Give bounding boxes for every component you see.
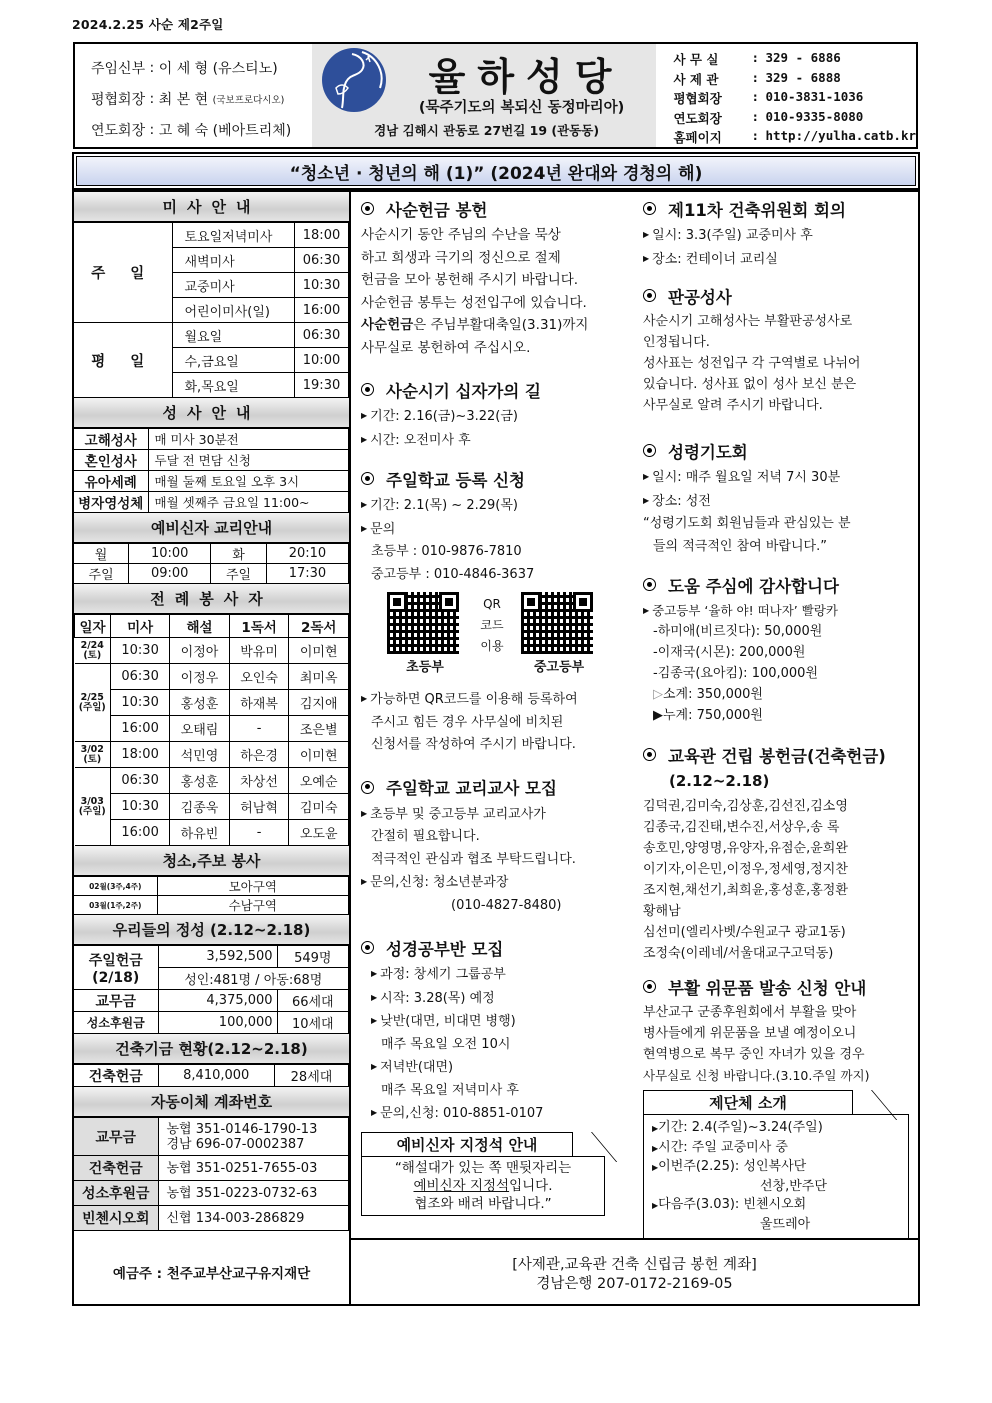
mass-name: 교중미사 <box>172 273 295 298</box>
reserved-seats-box <box>361 1132 605 1216</box>
cell: 김종욱 <box>170 794 230 820</box>
account-number: 농협 351-0251-7655-03 <box>158 1156 349 1181</box>
text-line: 병사들에게 위문품을 보낼 예정이오니 <box>643 1026 857 1041</box>
reserved-seats-title: 예비신자 지정석 안내 <box>361 1132 573 1156</box>
weekday-label: 평 일 <box>74 323 172 398</box>
contact-line: 중고등부 : 010-4846-3637 <box>371 566 535 582</box>
theme-banner <box>72 152 920 190</box>
cell: 10:30 <box>111 794 170 820</box>
cell: 홍성훈 <box>170 690 230 716</box>
donor: -김종국(요아킴): 100,000원 <box>653 666 819 681</box>
cell: 석민영 <box>170 742 230 768</box>
council-baptismal-name: (국보프로다시오) <box>212 94 285 106</box>
cell: 화 <box>211 544 267 564</box>
text-line: 현역병으로 복무 중인 자녀가 있을 경우 <box>643 1047 865 1062</box>
cell: 조은별 <box>289 716 349 742</box>
sacrament-name: 혼인성사 <box>74 450 148 471</box>
catechumen-table <box>74 543 349 584</box>
col-header: 해설 <box>170 615 230 638</box>
phone: (010-4827-8480) <box>451 897 562 913</box>
stations-heading: 사순시기 십자가의 길 <box>361 377 637 402</box>
account-type: 빈첸시오회 <box>74 1206 158 1231</box>
lent-offering-heading: 사순헌금 봉헌 <box>361 196 637 221</box>
offering-type: 교무금 <box>74 990 158 1012</box>
text-line: 매주 목요일 저녁미사 후 <box>381 1082 519 1098</box>
parish-title-block <box>312 44 656 147</box>
text-line: 매주 목요일 오전 10시 <box>381 1036 511 1052</box>
list-item: ▶ 저녁반(대면) <box>371 1060 454 1075</box>
count: 549명 <box>277 946 348 968</box>
contact-office: 사 무 실 : 329 - 6886 <box>673 50 916 70</box>
cell: 하재복 <box>229 690 289 716</box>
contact-label: 사 제 관 <box>673 71 719 87</box>
mass-time: 10:00 <box>295 348 349 373</box>
committee-heading: 제11차 건축위원회 회의 <box>643 196 918 221</box>
confession-heading: 판공성사 <box>643 283 918 308</box>
prayer-meeting-heading: 성령기도회 <box>643 438 918 463</box>
middle-column <box>351 192 637 1238</box>
cell: - <box>229 716 289 742</box>
list-item: ▶ 시간: 오전미사 후 <box>361 432 471 448</box>
text-line: 사무실로 알려 주시기 바랍니다. <box>643 398 823 413</box>
text-line: 하고 희생과 극기의 정신으로 절제 <box>361 249 561 266</box>
cell: 06:30 <box>111 664 170 690</box>
sunday-offering-label: 주일헌금 (2/18) <box>74 946 158 990</box>
contact-line: 초등부 : 010-9876-7810 <box>371 544 522 559</box>
altar-groups-box <box>643 1090 909 1239</box>
council-name: 최 본 현 <box>158 91 209 108</box>
prayer-label: 연도회장 <box>91 122 146 139</box>
mass-name: 월요일 <box>172 323 295 348</box>
text-line: 인정됩니다. <box>643 335 710 350</box>
sacraments-table <box>74 428 349 513</box>
list-item: ▶ 문의 <box>361 521 396 537</box>
text-line: 신청서를 작성하여 주시기 바랍니다. <box>371 737 576 752</box>
table-row <box>75 664 349 690</box>
date-cell: 2/24 (토) <box>75 638 111 664</box>
amount: 4,375,000 <box>158 990 277 1012</box>
contact-value: 329 - 6888 <box>765 69 841 85</box>
mass-name: 새벽미사 <box>172 248 295 273</box>
offering-type: 성소후원금 <box>74 1012 158 1034</box>
bullet-icon <box>643 748 656 761</box>
main-content <box>72 190 920 1306</box>
mass-name: 화,목요일 <box>172 373 295 398</box>
building-account-title: [사제관,교육관 건축 신립금 봉헌 계좌] <box>512 1257 757 1273</box>
text-line: 헌금을 모아 봉헌해 주시기 바랍니다. <box>361 272 579 288</box>
cell: 16:00 <box>111 716 170 742</box>
right-column <box>637 192 918 1238</box>
donor-names: 송호민,양영명,유양자,유점순,윤희완 <box>643 841 848 856</box>
education-fund-heading: 교육관 건립 봉헌금(건축헌금) <box>643 742 918 767</box>
bullet-icon <box>643 202 656 215</box>
sacrament-name: 유아세례 <box>74 471 148 492</box>
cell: 오태림 <box>170 716 230 742</box>
table-row <box>75 768 349 794</box>
text-line: 들의 적극적인 참여 바랍니다.” <box>653 538 827 554</box>
cell: 10:00 <box>129 544 211 564</box>
account-type: 성소후원금 <box>74 1181 158 1206</box>
parish-address: 경남 김해시 관동로 27번길 19 (관동동) <box>374 123 600 138</box>
count: 28세대 <box>274 1065 348 1087</box>
bullet-icon <box>361 202 374 215</box>
account-type: 건축헌금 <box>74 1156 158 1181</box>
contact-prayer: 연도회장 : 010-9335-8080 <box>673 109 916 129</box>
account-type: 교무금 <box>74 1118 158 1156</box>
cell: 차상선 <box>229 768 289 794</box>
list-item: ▶ 장소: 컨테이너 교리실 <box>643 251 778 267</box>
account-number: 농협 351-0223-0732-63 <box>158 1181 349 1206</box>
bullet-icon <box>361 383 374 396</box>
cell: 박유미 <box>229 638 289 664</box>
theme-title: “청소년 · 청년의 해 (1)” (2024년 완대와 경청의 해) <box>76 156 916 186</box>
mass-name: 토요일저녁미사 <box>172 223 295 248</box>
bullet-icon <box>643 444 656 457</box>
text-line: 간절히 필요합니다. <box>371 829 480 844</box>
attendance-breakdown: 성인:481명 / 아동:68명 <box>158 968 349 990</box>
building-fund-table <box>74 1064 349 1087</box>
homepage-link[interactable]: http://yulha.catb.kr <box>765 128 916 143</box>
cell: 이미현 <box>289 742 349 768</box>
contact-label: 홈페이지 <box>673 130 722 145</box>
offerings-table <box>74 945 349 1034</box>
offering-type: 건축헌금 <box>74 1065 158 1087</box>
parish-logo-icon <box>322 48 386 112</box>
contact-value: 329 - 6886 <box>765 50 841 65</box>
donor-names: 김덕권,김미숙,김상훈,김선진,김소영 <box>643 799 848 814</box>
date-cell: 2/25 (주일) <box>75 664 111 742</box>
table-row <box>75 794 349 820</box>
cleaning-heading: 청소,주보 봉사 <box>74 846 349 876</box>
bullet-icon <box>643 980 656 993</box>
altar-groups-body: ▶기간: 2.4(주일)~3.24(주일) ▶시간: 주일 교중미사 중 ▶이번주(2.25): 성인복사단 선창,반주단 ▶다음주(3.03): 빈첸시오회 울뜨레아 <box>643 1114 909 1239</box>
list-item: ▶ 일시: 3.3(주일) 교중미사 후 <box>643 228 813 243</box>
teachers-heading: 주일학교 교리교사 모집 <box>361 775 637 800</box>
text-line: 적극적인 관심과 협조 부탁드립니다. <box>371 851 576 867</box>
total: ▶누계: 750,000원 <box>653 708 763 723</box>
count: 10세대 <box>277 1012 348 1034</box>
contact-label: 연도회장 <box>673 110 722 126</box>
donor-names: 김종국,김진태,변수진,서상우,송 록 <box>643 820 840 835</box>
depositor: 예금주 : 천주교부산교구유지재단 <box>112 1265 311 1282</box>
donor: -하미애(비르짓다): 50,000원 <box>653 624 823 639</box>
cell: 월 <box>74 544 129 564</box>
bullet-icon <box>361 472 374 485</box>
council-label: 평협회장 <box>91 91 146 108</box>
sacrament-info: 매월 셋째주 금요일 11:00~ <box>148 492 349 513</box>
table-row <box>75 690 349 716</box>
list-item: ▶이번주(2.25): 성인복사단 <box>652 1159 807 1174</box>
text-line: 있습니다. 성사표 없이 성사 보신 분은 <box>643 377 857 392</box>
cell: 김미숙 <box>289 794 349 820</box>
pastor-baptismal-name: (유스티노) <box>212 60 278 77</box>
council-president-row: 평협회장 : 최 본 현 (국보프로다시오) <box>91 90 285 108</box>
cell: 최미옥 <box>289 664 349 690</box>
qr-label: 초등부 <box>406 660 444 675</box>
date-cell: 3/03 (주일) <box>75 768 111 846</box>
cell: 하은경 <box>229 742 289 768</box>
autopay-table <box>74 1117 349 1231</box>
cell: 오예순 <box>289 768 349 794</box>
pastor-name: 이 세 형 <box>158 60 209 77</box>
mass-name: 어린이미사(일) <box>172 298 295 323</box>
list-item: ▶ 일시: 매주 월요일 저녁 7시 30분 <box>643 470 841 485</box>
text-line: 사순헌금은 주님부활대축일(3.31)까지 <box>361 317 589 333</box>
sunday-school-heading: 주일학교 등록 신청 <box>361 466 637 491</box>
cell: 20:10 <box>266 544 348 564</box>
contact-rectory: 사 제 관 : 329 - 6888 <box>673 70 916 90</box>
donor-names: 이기자,이은민,이정우,정세영,정지찬 <box>643 862 848 877</box>
cell: 18:00 <box>111 742 170 768</box>
pastor-label: 주임신부 <box>91 60 146 77</box>
mass-time: 10:30 <box>295 273 349 298</box>
donor-names: 심선미(엘리사벳/수원교구 광교1동) <box>643 925 846 940</box>
qr-codes <box>387 592 637 684</box>
cell: 17:30 <box>266 564 348 584</box>
cell: 10:30 <box>111 638 170 664</box>
contact-label: 사 무 실 <box>673 52 719 67</box>
cleaning-table <box>74 876 349 915</box>
list-item: ▶ 초등부 및 중고등부 교리교사가 <box>361 806 546 822</box>
cell: 16:00 <box>111 820 170 846</box>
district: 수남구역 <box>157 896 349 915</box>
prayer-president-row: 연도회장 : 고 혜 숙 (베아트리체) <box>91 121 292 139</box>
text-line: “성령기도회 회원님들과 관심있는 분 <box>643 516 851 531</box>
cell: 이정아 <box>170 638 230 664</box>
table-row <box>75 638 349 664</box>
servers-table <box>74 614 349 846</box>
qr-elementary[interactable] <box>387 592 463 675</box>
contact-homepage: 홈페이지 : http://yulha.catb.kr <box>673 128 916 148</box>
building-account-number: 경남은행 207-0172-2169-05 <box>536 1276 733 1292</box>
qr-code-icon[interactable] <box>521 592 593 654</box>
bullet-icon <box>643 289 656 302</box>
period: 03월(1주,2주) <box>74 896 157 915</box>
donor-names: 황해남 <box>643 904 681 919</box>
text-line: 사무실로 봉헌하여 주십시오. <box>361 339 531 356</box>
contact-value: 010-9335-8080 <box>765 108 864 124</box>
list-item: ▶ 문의,신청: 010-8851-0107 <box>371 1106 544 1121</box>
donor: -이재국(시몬): 200,000원 <box>653 645 806 660</box>
clergy-info <box>75 44 312 147</box>
qr-label: 중고등부 <box>533 660 585 675</box>
education-fund-period: (2.12~2.18) <box>669 771 770 790</box>
cell: 이미현 <box>289 638 349 664</box>
date-cell: 3/02 (토) <box>75 742 111 768</box>
count: 66세대 <box>277 990 348 1012</box>
text-line: 주시고 힘든 경우 사무실에 비치된 <box>371 714 564 730</box>
cell: 주일 <box>74 564 129 584</box>
list-item: ▶ 장소: 성전 <box>643 493 711 509</box>
parish-name: 율하성당 <box>428 55 624 99</box>
bullet-icon <box>361 781 374 794</box>
qr-caption: QR 코드 이용 <box>480 597 504 653</box>
altar-groups-title: 제단체 소개 <box>643 1090 853 1114</box>
list-item: ▶기간: 2.4(주일)~3.24(주일) <box>652 1120 823 1135</box>
easter-parcel-heading: 부활 위문품 발송 신청 안내 <box>643 974 918 999</box>
table-row <box>75 742 349 768</box>
period: 02월(3주,4주) <box>74 877 157 896</box>
pastor-row: 주임신부 : 이 세 형 (유스티노) <box>91 59 278 77</box>
donor-names: 조정숙(이레네/서울대교구고덕동) <box>643 946 834 961</box>
account-numbers: 농협 351-0146-1790-13 경남 696-07-0002387 <box>158 1118 349 1156</box>
list-item: ▶시간: 주일 교중미사 중 <box>652 1139 788 1155</box>
cell: 주일 <box>211 564 267 584</box>
thanks-heading: 도움 주심에 감사합니다 <box>643 572 918 597</box>
sacrament-info: 두달 전 면담 신청 <box>148 450 349 471</box>
text-line: 사순헌금 봉투는 성전입구에 있습니다. <box>361 294 587 311</box>
catechumen-heading: 예비신자 교리안내 <box>74 513 349 543</box>
mass-name: 수,금요일 <box>172 348 295 373</box>
text-line: 사무실로 신청 바랍니다.(3.10.주일 까지) <box>643 1068 870 1083</box>
contact-value: 010-3831-1036 <box>765 89 864 104</box>
mass-schedule-heading: 미사안내 <box>74 192 349 222</box>
bible-study-heading: 성경공부반 모집 <box>361 935 637 960</box>
list-item: ▶ 기간: 2.16(금)~3.22(금) <box>361 409 518 424</box>
list-item: ▶ 가능하면 QR코드를 이용해 등록하여 <box>361 692 578 707</box>
list-item: ▶다음주(3.03): 빈첸시오회 <box>652 1197 807 1212</box>
bullet-icon <box>361 941 374 954</box>
text-line: 부산교구 군종후원회에서 부활을 맞아 <box>643 1005 857 1020</box>
list-item: ▶ 낮반(대면, 비대면 병행) <box>371 1014 516 1029</box>
sacraments-heading: 성사안내 <box>74 398 349 428</box>
parish-patron: (묵주기도의 복되신 동정마리아) <box>418 100 625 116</box>
mass-schedule-table <box>74 222 349 398</box>
servers-heading: 전례봉사자 <box>74 584 349 614</box>
donor-names: 조지현,채선기,최희윤,홍성훈,홍정환 <box>643 883 848 898</box>
reserved-seats-body: “해설대가 있는 쪽 맨뒷자리는 예비신자 지정석입니다. 협조와 배려 바랍니다.” <box>361 1156 605 1216</box>
contact-label: 평협회장 <box>673 91 722 106</box>
list-item: ▶ 시작: 3.28(목) 예정 <box>371 990 495 1006</box>
sacrament-name: 병자영성체 <box>74 492 148 513</box>
mass-time: 06:30 <box>295 323 349 348</box>
cell: 홍성훈 <box>170 768 230 794</box>
building-fund-heading: 건축기금 현황(2.12~2.18) <box>74 1034 349 1064</box>
text-line: 성사표는 성전입구 각 구역별로 나뉘어 <box>643 356 861 371</box>
list-item: ▶ 중고등부 ‘율하 야! 떠나자’ 빨랑카 <box>643 603 838 618</box>
district: 모아구역 <box>157 877 349 896</box>
cell: 이정우 <box>170 664 230 690</box>
autopay-heading: 자동이체 계좌번호 <box>74 1087 349 1117</box>
mass-time: 18:00 <box>295 223 349 248</box>
text-line: 사순시기 고해성사는 부활판공성사로 <box>643 314 853 329</box>
col-header: 1독서 <box>229 615 289 638</box>
cell: 09:00 <box>129 564 211 584</box>
cell: 06:30 <box>111 768 170 794</box>
qr-code-icon[interactable] <box>387 592 459 654</box>
building-account <box>351 1238 918 1304</box>
qr-secondary[interactable] <box>521 592 597 675</box>
table-row <box>75 820 349 846</box>
subtotal: ▷소계: 350,000원 <box>653 687 763 702</box>
sacrament-name: 고해성사 <box>74 429 148 450</box>
col-header: 미사 <box>111 615 170 638</box>
cell: 하유빈 <box>170 820 230 846</box>
list-item: ▶ 과정: 창세기 그룹공부 <box>371 967 506 982</box>
cell: 김지애 <box>289 690 349 716</box>
cell: 오도윤 <box>289 820 349 846</box>
cell: 10:30 <box>111 690 170 716</box>
amount: 100,000 <box>158 1012 277 1034</box>
bulletin-date: 2024.2.25 사순 제2주일 <box>72 17 224 32</box>
contact-council: 평협회장 : 010-3831-1036 <box>673 89 916 109</box>
mass-time: 19:30 <box>295 373 349 398</box>
prayer-baptismal-name: (베아트리체) <box>212 122 292 139</box>
list-item: ▶ 문의,신청: 청소년분과장 <box>361 875 509 890</box>
bullet-icon <box>643 578 656 591</box>
account-number: 신협 134-003-286829 <box>158 1206 349 1231</box>
list-item: ▶ 기간: 2.1(목) ~ 2.29(목) <box>361 498 518 513</box>
text-line: 사순시기 동안 주님의 수난을 묵상 <box>361 227 561 243</box>
amount: 8,410,000 <box>158 1065 274 1087</box>
left-column <box>74 192 351 1304</box>
header <box>73 42 918 149</box>
mass-time: 16:00 <box>295 298 349 323</box>
sacrament-info: 매 미사 30분전 <box>148 429 349 450</box>
amount: 3,592,500 <box>158 946 277 968</box>
prayer-name: 고 혜 숙 <box>158 122 209 139</box>
col-header: 일자 <box>75 615 111 638</box>
mass-time: 06:30 <box>295 248 349 273</box>
sunday-label: 주 일 <box>74 223 172 323</box>
sacrament-info: 매월 둘째 토요일 오후 3시 <box>148 471 349 492</box>
table-row <box>75 716 349 742</box>
cell: - <box>229 820 289 846</box>
col-header: 2독서 <box>289 615 349 638</box>
cell: 오인숙 <box>229 664 289 690</box>
contact-info <box>656 44 916 147</box>
offerings-heading: 우리들의 정성 (2.12~2.18) <box>74 915 349 945</box>
cell: 허남혁 <box>229 794 289 820</box>
